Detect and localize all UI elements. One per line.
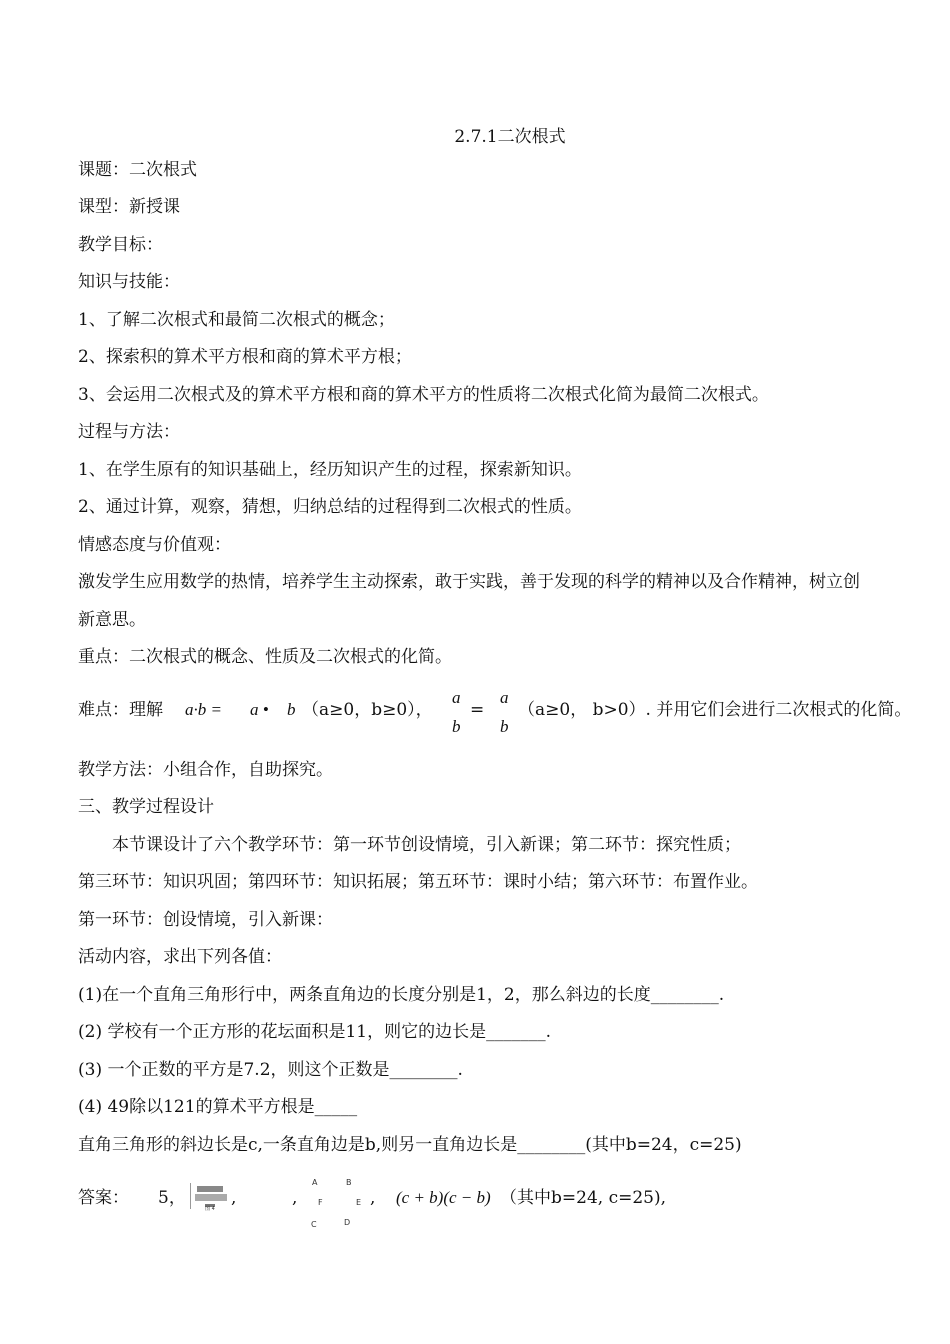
process-method-heading: 过程与方法： — [78, 422, 180, 442]
fraction-numerator-2: a — [500, 688, 509, 707]
question-1: (1)在一个直角三角形行中，两条直角边的长度分别是1，2，那么斜边的长度________. — [78, 985, 725, 1005]
attitude-text-line-1: 激发学生应用数学的热情，培养学生主动探索，敢于实践，善于发现的科学的精神以及合作精神，树立创 — [78, 572, 860, 592]
point-label-a: A — [312, 1178, 318, 1187]
step-1-heading: 第一环节：创设情境，引入新课： — [78, 910, 333, 930]
teaching-goals-heading: 教学目标： — [78, 235, 163, 255]
point-label-f: F — [318, 1198, 323, 1207]
formula-sqrt-b: b — [287, 700, 296, 719]
answer-separator-3: , — [370, 1188, 376, 1208]
activity-content: 活动内容，求出下列各值： — [78, 947, 282, 967]
embedded-figure-image — [190, 1183, 231, 1212]
formula-sqrt-a: a • — [250, 700, 269, 719]
section-3-heading: 三、教学过程设计 — [78, 797, 214, 817]
process-item-1: 1、在学生原有的知识基础上，经历知识产生的过程，探索新知识。 — [78, 460, 582, 480]
answer-formula: (c + b)(c − b) — [396, 1188, 491, 1207]
question-3: (3) 一个正数的平方是7.2，则这个正数是________. — [78, 1060, 463, 1080]
lesson-topic: 课题：二次根式 — [78, 160, 197, 180]
formula-sqrt-ab: a·b = — [185, 700, 222, 719]
question-5: 直角三角形的斜边长是c,一条直角边是b,则另一直角边长是________(其中b=24，c=25) — [78, 1135, 742, 1155]
condition-2: （a≥0， b>0）. 并用它们会进行二次根式的化简。 — [518, 700, 912, 720]
figure-caption: 图 4 — [205, 1206, 215, 1212]
answer-value-1: 5， — [158, 1188, 186, 1208]
condition-1: （a≥0，b≥0）， — [302, 700, 433, 720]
attitude-heading: 情感态度与价值观： — [78, 535, 231, 555]
document-title: 2.7.1二次根式 — [454, 127, 566, 147]
answer-condition: （其中b=24, c=25), — [500, 1188, 666, 1208]
teaching-method: 教学方法：小组合作，自助探究。 — [78, 760, 333, 780]
equals-sign: = — [470, 700, 485, 720]
answer-separator-1: , — [231, 1188, 237, 1208]
lesson-type: 课型：新授课 — [78, 197, 180, 217]
attitude-text-line-2: 新意思。 — [78, 610, 146, 630]
point-label-b: B — [346, 1178, 352, 1187]
design-paragraph-line-2: 第三环节：知识巩固；第四环节：知识拓展；第五环节：课时小结；第六环节：布置作业。 — [78, 872, 758, 892]
goal-item-2: 2、探索积的算术平方根和商的算术平方根； — [78, 347, 412, 367]
goal-item-3: 3、会运用二次根式及的算术平方根和商的算术平方的性质将二次根式化简为最简二次根式。 — [78, 385, 769, 405]
answer-prefix: 答案： — [78, 1188, 129, 1208]
point-label-d: D — [344, 1218, 351, 1227]
goal-item-1: 1、了解二次根式和最简二次根式的概念； — [78, 310, 395, 330]
design-paragraph-line-1: 本节课设计了六个教学环节：第一环节创设情境，引入新课；第二环节：探究性质； — [112, 835, 741, 855]
point-label-e: E — [356, 1198, 362, 1207]
fraction-denominator-1: b — [452, 717, 461, 736]
question-2: (2) 学校有一个正方形的花坛面积是11，则它的边长是_______. — [78, 1022, 552, 1042]
fraction-numerator-1: a — [452, 688, 461, 707]
knowledge-skills-heading: 知识与技能： — [78, 272, 180, 292]
point-label-c: C — [311, 1220, 317, 1229]
difficulty-prefix: 难点：理解 — [78, 700, 163, 720]
answer-separator-2: , — [292, 1188, 298, 1208]
question-4: (4) 49除以121的算术平方根是_____ — [78, 1097, 358, 1117]
fraction-denominator-2: b — [500, 717, 509, 736]
process-item-2: 2、通过计算，观察，猜想，归纳总结的过程得到二次根式的性质。 — [78, 497, 582, 517]
key-point: 重点：二次根式的概念、性质及二次根式的化简。 — [78, 647, 452, 667]
